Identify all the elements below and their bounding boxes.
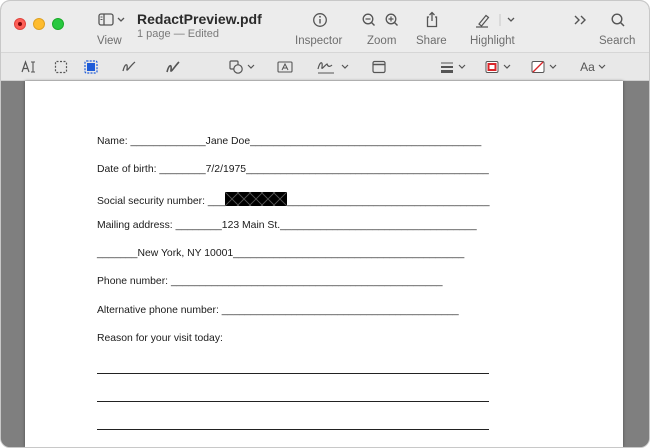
- note-tool[interactable]: [369, 57, 389, 76]
- view-label: View: [97, 35, 122, 47]
- redaction-icon: [83, 59, 99, 75]
- close-window-button[interactable]: [14, 18, 26, 30]
- share-label: Share: [416, 35, 447, 47]
- view-button[interactable]: [94, 12, 128, 48]
- highlight-icons: [470, 12, 524, 28]
- shape-style-icon: [439, 59, 455, 75]
- name-row: [97, 136, 481, 147]
- reason-line-2[interactable]: [97, 401, 489, 402]
- alt-phone-label: Alternative phone number:: [97, 305, 219, 316]
- sidebar-icon: [96, 12, 126, 28]
- ssn-blank-suffix: ___________________________________: [287, 196, 490, 207]
- ssn-row: [97, 192, 490, 207]
- share-icon: [424, 11, 440, 28]
- info-icon: [312, 12, 328, 28]
- zoom-icons: [359, 12, 403, 28]
- shape-style-menu[interactable]: [437, 57, 467, 76]
- text-selection-tool[interactable]: [19, 57, 39, 76]
- fill-color-menu[interactable]: [527, 57, 559, 76]
- search-label: Search: [599, 35, 636, 47]
- ssn-blank-prefix: ___: [207, 196, 226, 207]
- search-icon: [610, 12, 626, 28]
- text-box-tool[interactable]: [275, 57, 295, 76]
- chevron-down-icon: [598, 64, 606, 70]
- chevron-down-icon: [458, 64, 466, 70]
- more-tools-button[interactable]: [572, 13, 590, 29]
- chevron-down-icon: [508, 18, 514, 21]
- shapes-menu[interactable]: [225, 57, 257, 76]
- reason-label: Reason for your visit today:: [97, 333, 223, 344]
- zoom-in-icon: [386, 14, 397, 25]
- city-row: [97, 248, 464, 259]
- zoom-window-button[interactable]: [52, 18, 64, 30]
- highlight-label: Highlight: [470, 35, 515, 47]
- phone-row: [97, 276, 443, 287]
- text-selection-icon: [20, 59, 38, 75]
- note-icon: [371, 59, 387, 75]
- redaction-pattern: [225, 192, 287, 206]
- border-color-menu[interactable]: [481, 57, 513, 76]
- chevron-down-icon: [549, 64, 557, 70]
- draw-icon: [164, 59, 182, 75]
- zoom-label: Zoom: [367, 35, 397, 47]
- highlight-button[interactable]: [470, 12, 524, 48]
- city-blank-suffix: ________________________________________: [233, 248, 465, 259]
- dob-row: [97, 164, 489, 175]
- redaction-tool[interactable]: [81, 57, 101, 76]
- phone-line[interactable]: _______________________________________________: [170, 276, 443, 287]
- phone-label: Phone number:: [97, 276, 169, 287]
- minimize-window-button[interactable]: [33, 18, 45, 30]
- border-color-icon: [484, 59, 500, 75]
- dob-blank-prefix: ________: [159, 164, 206, 175]
- text-style-menu[interactable]: [577, 57, 609, 76]
- chevron-down-icon: [247, 64, 255, 70]
- shapes-icon: [228, 59, 244, 75]
- city-value[interactable]: New York, NY 10001: [137, 248, 234, 259]
- name-blank-suffix: ________________________________________: [250, 136, 482, 147]
- sign-icon: [316, 59, 338, 75]
- document-title: RedactPreview.pdf: [137, 11, 262, 27]
- search-button[interactable]: [597, 12, 639, 48]
- dob-value[interactable]: 7/2/1975: [205, 164, 247, 175]
- address-label: Mailing address:: [97, 220, 173, 231]
- markup-toolbar: [1, 53, 649, 81]
- draw-tool[interactable]: [163, 57, 183, 76]
- alt-phone-row: [97, 305, 459, 316]
- zoom-out-icon: [363, 14, 374, 25]
- chevron-down-icon: [118, 18, 124, 21]
- city-blank-prefix: _______: [97, 248, 138, 259]
- alt-phone-line[interactable]: _________________________________________: [221, 305, 459, 316]
- ssn-label: Social security number:: [97, 196, 205, 207]
- sign-menu[interactable]: [315, 57, 349, 76]
- share-button[interactable]: [415, 11, 449, 48]
- dob-blank-suffix: __________________________________________: [246, 164, 489, 175]
- chevron-down-icon: [503, 64, 511, 70]
- name-blank-prefix: _____________: [130, 136, 206, 147]
- pdf-page[interactable]: [25, 81, 623, 447]
- address-blank-prefix: ________: [175, 220, 222, 231]
- fill-color-icon: [530, 59, 546, 75]
- inspector-label: Inspector: [295, 35, 343, 47]
- reason-line-3[interactable]: [97, 429, 489, 430]
- chevron-down-icon: [341, 64, 349, 70]
- text-style-icon: Aa: [580, 59, 595, 74]
- text-box-icon: [276, 59, 294, 75]
- name-label: Name:: [97, 136, 128, 147]
- highlighter-icon: [476, 16, 489, 28]
- sketch-tool[interactable]: [119, 57, 139, 76]
- rectangular-selection-tool[interactable]: [51, 57, 71, 76]
- double-chevron-right-icon: [572, 13, 590, 27]
- inspector-button[interactable]: [295, 12, 345, 48]
- dob-label: Date of birth:: [97, 164, 157, 175]
- reason-line-1[interactable]: [97, 373, 489, 374]
- reason-row: [97, 333, 223, 344]
- sketch-icon: [121, 59, 137, 75]
- rectangular-selection-icon: [53, 59, 69, 75]
- title-toolbar: [1, 1, 649, 53]
- address-row: [97, 220, 477, 231]
- address-blank-suffix: __________________________________: [280, 220, 477, 231]
- ssn-redaction-box[interactable]: [225, 192, 287, 206]
- zoom-controls[interactable]: [359, 12, 403, 48]
- name-value[interactable]: Jane Doe: [205, 136, 251, 147]
- document-area[interactable]: [1, 81, 649, 447]
- address-value[interactable]: 123 Main St.: [221, 220, 281, 231]
- document-status: 1 page — Edited: [137, 28, 219, 40]
